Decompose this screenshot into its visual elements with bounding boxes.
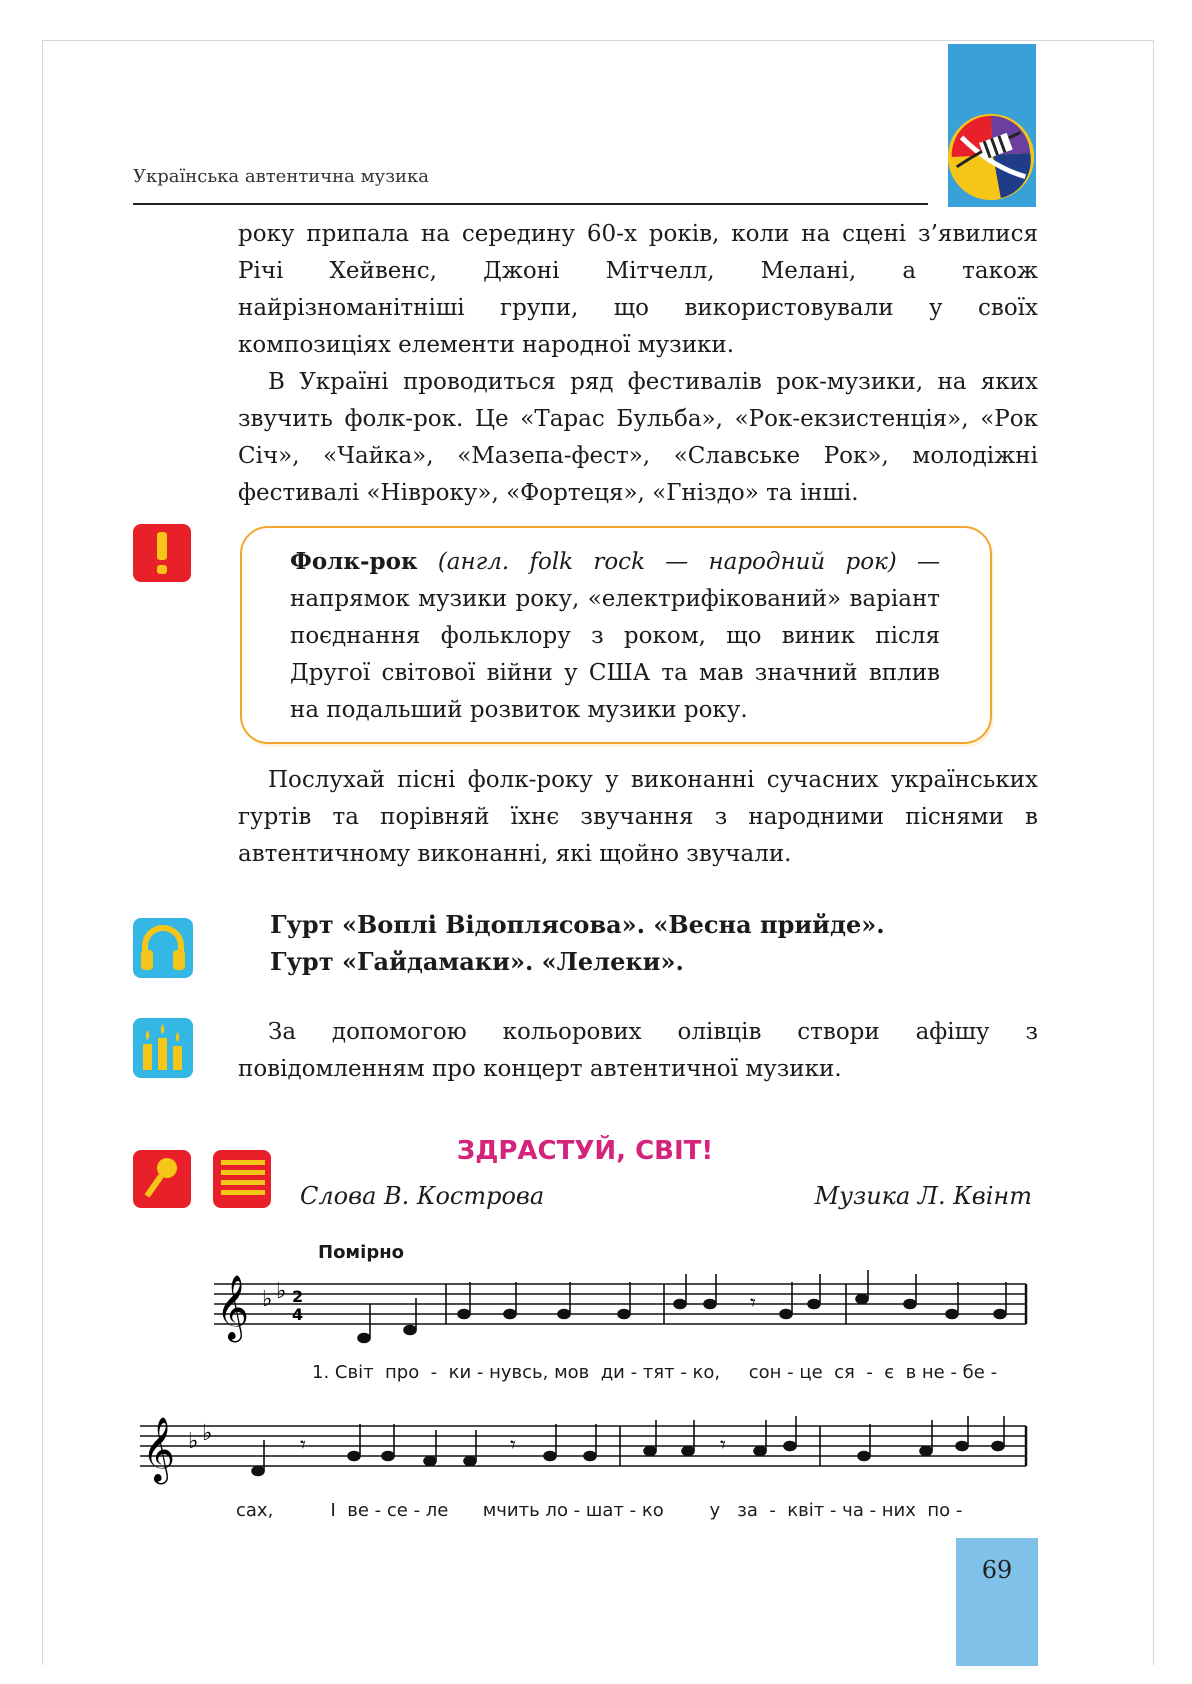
listening-item-1: Гурт «Воплі Відоплясова». «Весна прийде». bbox=[270, 910, 885, 939]
music-staff-1 bbox=[214, 1268, 1034, 1348]
lyrics-line-1: 1. Світ про - ки - нувсь, мов ди - тят - ко, сон - це ся - є в не - бе - bbox=[312, 1362, 998, 1383]
svg-text:♭: ♭ bbox=[202, 1421, 213, 1446]
headphones-icon bbox=[133, 918, 193, 978]
svg-text:𝄾: 𝄾 bbox=[750, 1291, 756, 1316]
music-credit: Музика Л. Квінт bbox=[814, 1182, 1032, 1210]
svg-text:♭: ♭ bbox=[262, 1287, 273, 1312]
definition-gloss: (англ. folk rock — народний рок) bbox=[437, 549, 897, 575]
music-staff-2 bbox=[140, 1410, 1034, 1490]
svg-text:𝄞: 𝄞 bbox=[216, 1275, 250, 1340]
page-number: 69 bbox=[981, 1556, 1013, 1584]
svg-text:𝄾: 𝄾 bbox=[510, 1433, 516, 1458]
definition-text bbox=[290, 543, 940, 729]
svg-text:𝄞: 𝄞 bbox=[142, 1417, 176, 1482]
listening-item-2: Гурт «Гайдамаки». «Лелеки». bbox=[270, 947, 684, 976]
svg-text:𝄾: 𝄾 bbox=[720, 1433, 726, 1458]
tempo-marking: Помірно bbox=[318, 1242, 405, 1263]
exclamation-icon bbox=[133, 524, 191, 582]
svg-text:♭: ♭ bbox=[276, 1279, 287, 1304]
svg-text:𝄾: 𝄾 bbox=[300, 1433, 306, 1458]
header-rule bbox=[133, 203, 928, 205]
svg-text:2: 2 bbox=[292, 1287, 304, 1306]
paragraph-festivals: В Україні проводиться ряд фестивалів рок-музики, на яких звучить фолк-рок. Це «Тарас Бульба», «Рок-екзистенція», «Рок Січ», «Чайка», «Мазепа-фест», «Славське Рок», молодіжні фестивалі «Нівроку», «Фортеця», «Гніздо» та інші. bbox=[238, 369, 1038, 506]
definition-body: — напрямок музики року, «електрифікований» варіант поєднання фольклору з роком, що виник після Другої світової війни у США та мав значний вплив на подальший розвиток музики року. bbox=[290, 549, 940, 723]
candles-icon bbox=[133, 1018, 193, 1078]
listen-task: Послухай пісні фолк-року у виконанні сучасних українських гуртів та порівняй їхнє звучання з народними піснями в автентичному виконанні, які щойно звучали. bbox=[238, 767, 1038, 867]
song-title: ЗДРАСТУЙ, СВІТ! bbox=[456, 1136, 714, 1166]
definition-term: Фолк-рок bbox=[290, 548, 418, 575]
microphone-icon bbox=[133, 1150, 191, 1208]
lyrics-line-2: сах, І ве - се - ле мчить ло - шат - ко у за - квіт - ча - них по - bbox=[236, 1500, 963, 1521]
globe-emblem-icon bbox=[942, 108, 1040, 206]
words-credit: Слова В. Кострова bbox=[300, 1182, 545, 1210]
svg-text:♭: ♭ bbox=[188, 1429, 199, 1454]
paragraph-intro: року припала на середину 60-х років, коли на сцені з’явилися Річі Хейвенс, Джоні Мітчелл, Мелані, а також найрізноманітніші групи, що використовували у своїх композиціях елементи народної музики. bbox=[238, 221, 1038, 358]
sheet-music-icon bbox=[213, 1150, 271, 1208]
running-title: Українська автентична музика bbox=[133, 166, 430, 187]
svg-text:4: 4 bbox=[292, 1305, 304, 1324]
draw-task: За допомогою кольорових олівців створи афішу з повідомленням про концерт автентичної музики. bbox=[238, 1019, 1038, 1082]
